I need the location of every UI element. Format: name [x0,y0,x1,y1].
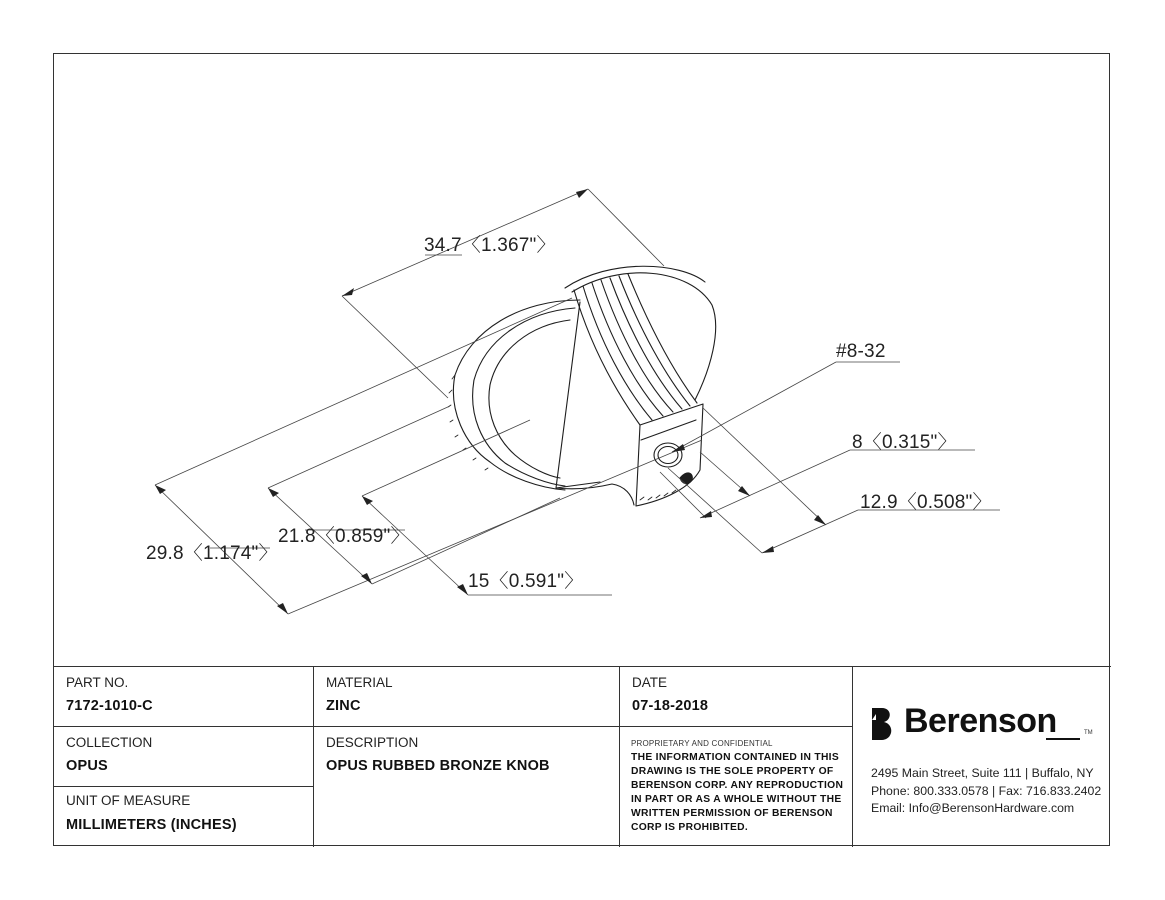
company-phone: Phone: 800.333.0578 | Fax: 716.833.2402 [871,784,1102,798]
collection-cell [53,726,313,786]
proprietary-body: THE INFORMATION CONTAINED IN THIS DRAWING IS THE SOLE PROPERTY OF BERENSON CORP. ANY REPRODUCTION IN PART OR AS A WHOLE WITHOUT THE WRITTEN PERMISSION OF BERENSON CORP IS PROHIBITED. [631,752,844,833]
dimension-base-label: 12.9〈0.508"〉 [860,492,992,513]
logo-underline [1046,738,1080,740]
knob-grip-flutes [574,274,697,425]
knob-rim-inner [489,320,570,478]
collection-value: OPUS [66,758,108,774]
dimension-length-label: 34.7〈1.367"〉 [424,235,556,256]
berenson-b-mark-icon [870,706,896,742]
part-number-cell [53,666,313,726]
company-info-cell [852,666,1111,847]
unit-of-measure-value: MILLIMETERS (INCHES) [66,817,237,833]
dimension-depth-label: 21.8〈0.859"〉 [278,526,410,547]
date-label: DATE [632,675,668,690]
dimension-thread-label: #8-32 [836,341,886,362]
knob-side-taper [556,302,600,488]
dimension-stem-label: 15〈0.591"〉 [468,571,584,592]
material-value: ZINC [326,698,361,714]
part-number-label: PART NO. [66,675,129,690]
material-cell [313,666,619,726]
material-label: MATERIAL [326,675,393,690]
date-value: 07-18-2018 [632,698,709,714]
company-logo-wordmark: Berenson [904,702,1057,740]
description-value: OPUS RUBBED BRONZE KNOB [326,758,550,774]
proprietary-heading: PROPRIETARY AND CONFIDENTIAL [631,739,773,748]
company-address: 2495 Main Street, Suite 111 | Buffalo, NY [871,766,1094,780]
title-block [53,666,1111,847]
description-cell [313,726,619,847]
dimension-hole-label: 8〈0.315"〉 [852,432,957,453]
date-cell [619,666,852,726]
knob-top-face [572,273,716,400]
proprietary-notice-cell [619,726,852,847]
company-email: Email: Info@BerensonHardware.com [871,801,1075,815]
unit-of-measure-label: UNIT OF MEASURE [66,793,191,808]
unit-of-measure-cell [53,786,313,847]
part-number-value: 7172-1010-C [66,698,153,714]
description-label: DESCRIPTION [326,735,419,750]
trademark-symbol: TM [1084,730,1093,736]
dimension-height-label: 29.8〈1.174"〉 [146,543,278,564]
collection-label: COLLECTION [66,735,153,750]
